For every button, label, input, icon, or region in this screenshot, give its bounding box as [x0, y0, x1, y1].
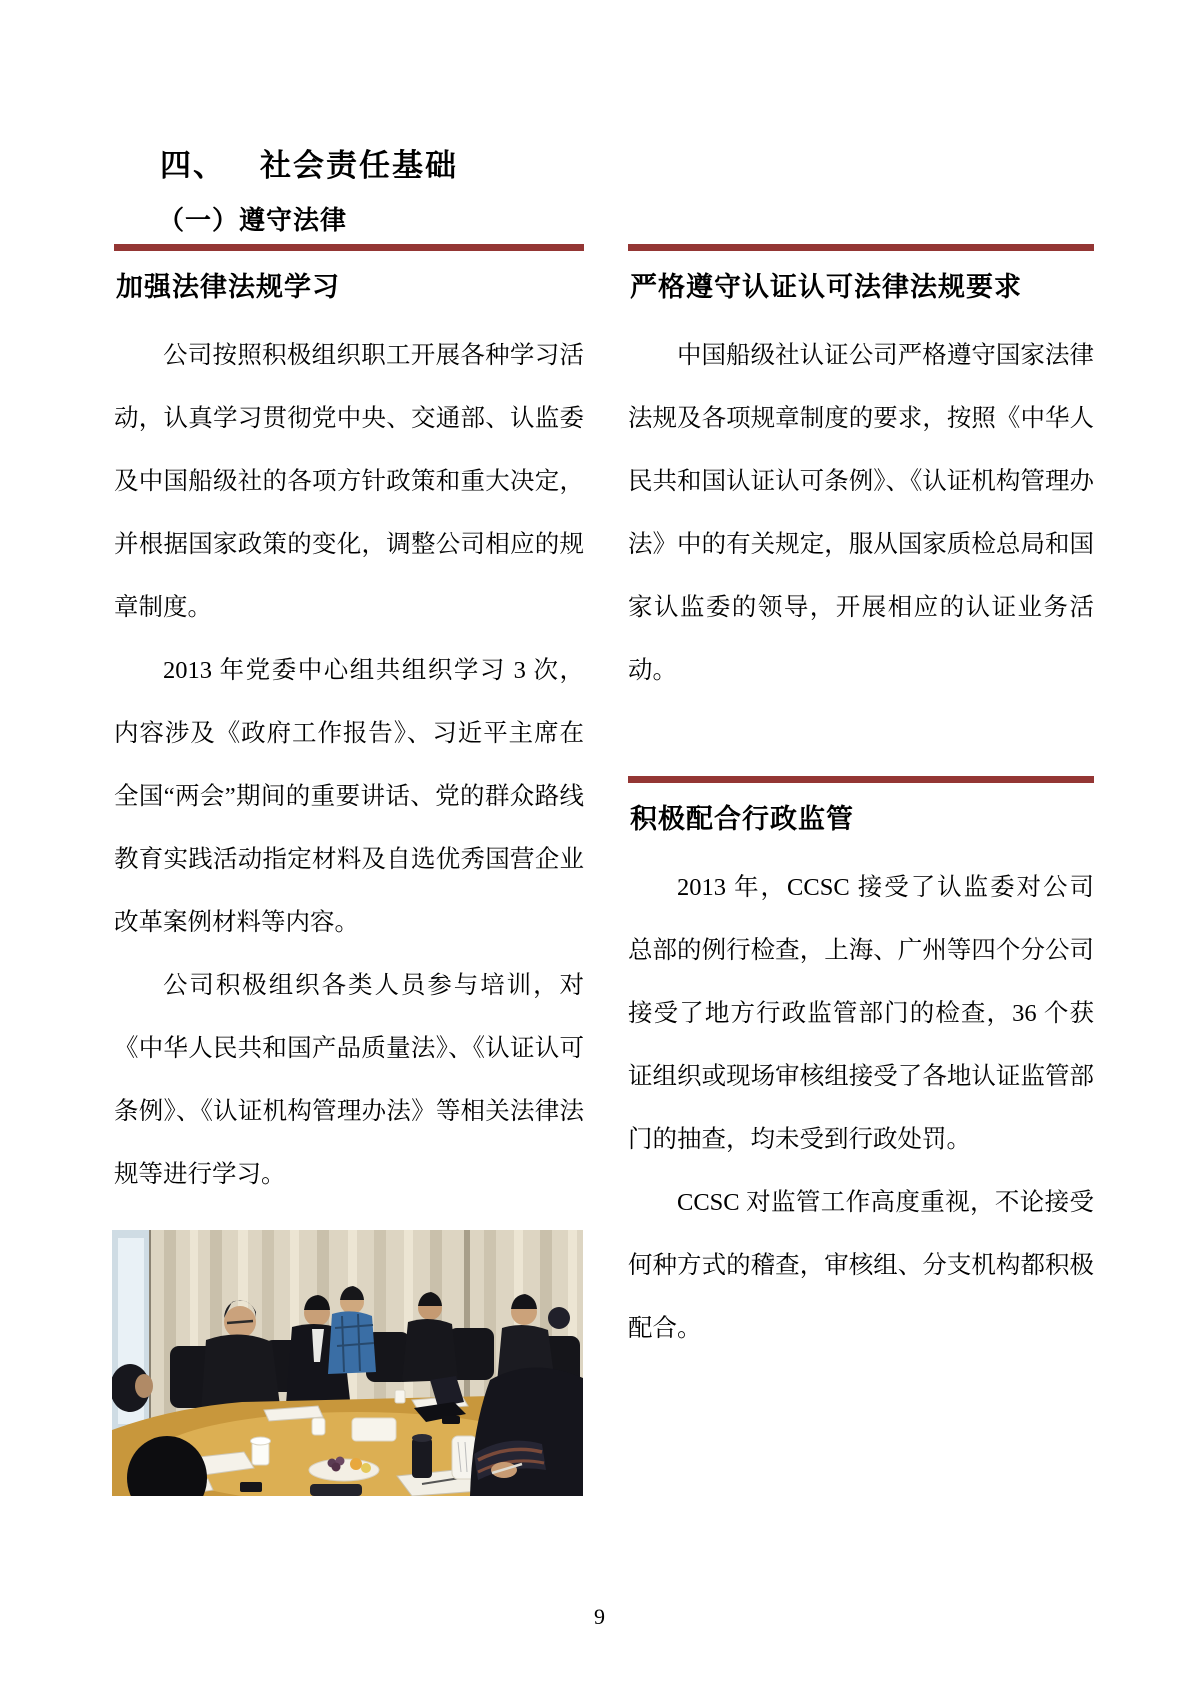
right-column [628, 244, 1094, 1360]
paragraph: CCSC 对监管工作高度重视，不论接受何种方式的稽查，审核组、分支机构都积极配合。 [628, 1189, 1094, 1342]
page-number: 9 [594, 1604, 605, 1629]
paragraph: 中国船级社认证公司严格遵守国家法律法规及各项规章制度的要求，按照《中华人民共和国认证认可条例》、《认证机构管理办法》中的有关规定，服从国家质检总局和国家认监委的领导，开展相应的认证业务活动。 [628, 342, 1094, 684]
right-section-2 [628, 776, 1094, 1360]
paragraph: 2013 年，CCSC 接受了认监委对公司总部的例行检查，上海、广州等四个分公司接受了地方行政监管部门的检查，36 个获证组织或现场审核组接受了各地认证监管部门的抽查，均未受到行政处罚。 [628, 874, 1094, 1153]
left-column [114, 244, 584, 1206]
paragraph: 2013 年党委中心组共组织学习 3 次，内容涉及《政府工作报告》、习近平主席在全国“两会”期间的重要讲话、党的群众路线教育实践活动指定材料及自选优秀国营企业改革案例材料等内容。 [114, 657, 584, 936]
section-title-text: 社会责任基础 [260, 148, 458, 184]
section-number: 四、 [160, 148, 226, 184]
meeting-photo [112, 1230, 583, 1496]
section-title [160, 140, 458, 185]
subsection-title: （一）遵守法律 [158, 206, 348, 236]
section-rule [114, 244, 584, 251]
paragraph: 公司积极组织各类人员参与培训，对《中华人民共和国产品质量法》、《认证认可条例》、《认证机构管理办法》等相关法律法规等进行学习。 [114, 972, 584, 1188]
right-section-1-heading: 严格遵守认证认可法律法规要求 [630, 272, 1022, 303]
left-section-heading: 加强法律法规学习 [116, 272, 340, 303]
section-rule [628, 776, 1094, 783]
right-section-1 [628, 244, 1094, 702]
section-rule [628, 244, 1094, 251]
right-section-2-heading: 积极配合行政监管 [630, 804, 854, 835]
meeting-photo-illustration [112, 1230, 583, 1496]
paragraph: 公司按照积极组织职工开展各种学习活动，认真学习贯彻党中央、交通部、认监委及中国船级社的各项方针政策和重大决定，并根据国家政策的变化，调整公司相应的规章制度。 [114, 342, 584, 621]
